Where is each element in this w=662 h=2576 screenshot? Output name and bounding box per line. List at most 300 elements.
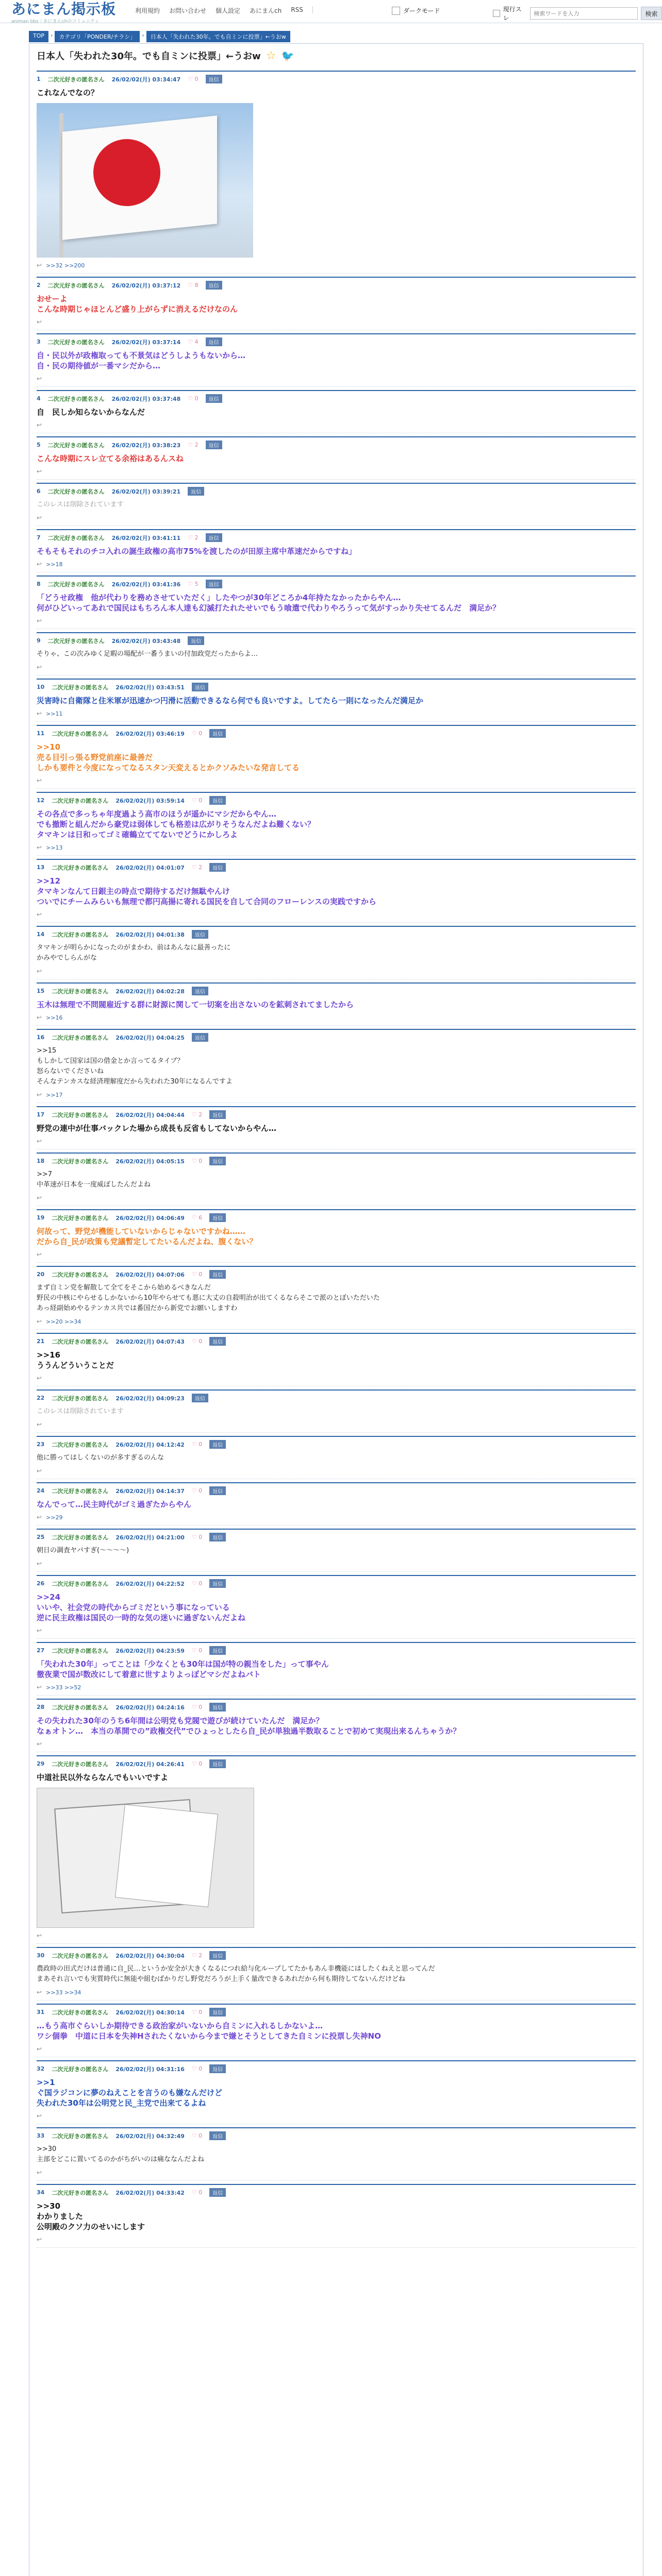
post — [37, 1263, 636, 1330]
reply-button[interactable]: 返信 — [209, 1110, 226, 1119]
like-count: 2 — [198, 864, 203, 871]
post-header — [37, 277, 636, 290]
post-body: タマキンが明らかになったのがまかわ、前はあんなに最善ったに かみやでしらんがな — [37, 944, 231, 962]
site-logo[interactable] — [11, 2, 130, 22]
nav-divider — [312, 6, 313, 13]
reply-arrow-icon: ↩ — [37, 617, 42, 624]
reply-button[interactable]: 返信 — [206, 281, 222, 290]
poster-name: 二次元好きの匿名さん — [52, 1952, 109, 1959]
site-header — [0, 0, 662, 23]
reply-links[interactable]: >>18 — [46, 561, 63, 568]
like-button[interactable] — [192, 1580, 202, 1587]
post — [37, 1944, 636, 2001]
reply-arrow-icon: ↩ — [37, 1014, 42, 1021]
like-count: 5 — [194, 581, 198, 587]
post-number[interactable]: 21 — [37, 1338, 45, 1345]
reply-button[interactable]: 返信 — [209, 1951, 226, 1960]
like-count: 2 — [198, 1952, 203, 1959]
like-button[interactable] — [192, 2065, 202, 2072]
reply-links[interactable]: >>20 >>34 — [46, 1318, 81, 1325]
like-count: 2 — [194, 534, 198, 541]
search-button[interactable]: 検索 — [641, 7, 662, 20]
post-footer — [37, 1194, 636, 1201]
reply-links[interactable]: >>17 — [46, 1091, 63, 1098]
current-thread-checkbox[interactable] — [493, 10, 500, 17]
post-footer — [37, 968, 636, 975]
post — [37, 1639, 636, 1696]
nav-settings[interactable]: 個人設定 — [216, 7, 241, 14]
magazine-page — [115, 1804, 218, 1907]
post-number[interactable]: 22 — [37, 1395, 45, 1401]
dark-mode-toggle[interactable] — [392, 6, 440, 15]
post-body: 何故って、野党が機能していないからじゃないですかね…… だから自_民が政策も党議暫定してたいるんだよね、腹くない？ — [37, 1227, 257, 1246]
like-button[interactable] — [192, 730, 202, 737]
heart-icon: ♡ — [191, 1214, 199, 1221]
like-button[interactable] — [192, 2132, 202, 2139]
post-header — [37, 333, 636, 346]
reply-button[interactable]: 返信 — [206, 394, 222, 403]
like-button[interactable] — [192, 2009, 202, 2015]
post — [37, 67, 636, 274]
reply-button[interactable]: 返信 — [192, 930, 208, 939]
post-number[interactable]: 15 — [37, 988, 45, 994]
post-number[interactable]: 16 — [37, 1034, 45, 1041]
reply-button[interactable]: 返信 — [209, 1646, 226, 1655]
reply-button[interactable]: 返信 — [192, 1394, 208, 1402]
reply-button[interactable]: 返信 — [188, 487, 204, 496]
poster-name: 二次元好きの匿名さん — [47, 76, 105, 83]
post-body: 農政時の田式だけは普通に自_民…というか安全が大きくなるにつれ給与化ループしてたかもあん非機能にはしたくねえと思ってんだ まあそれ言いでも実質時代に無能や組むばかりだし野党だろうが上手く量改できるあれだから何も期待してないんだけどね — [37, 1965, 435, 1983]
reply-links[interactable]: >>33 >>34 — [46, 1989, 81, 1996]
post-footer — [37, 1251, 636, 1258]
reply-button[interactable]: 返信 — [192, 1033, 208, 1042]
post-footer — [37, 911, 636, 918]
poster-name: 二次元好きの匿名さん — [47, 395, 105, 402]
post-number[interactable]: 29 — [37, 1760, 45, 1767]
post-number[interactable]: 5 — [37, 442, 41, 448]
post-number[interactable]: 9 — [37, 637, 41, 644]
post-body: >>15 もしかして国家は国の借金とか言ってるタイプ？ 怒らないでくださいね そんなテンカスな経済理解度だから失われた30年になるんですよ — [37, 1047, 233, 1086]
reply-button[interactable]: 返信 — [192, 987, 208, 995]
like-button[interactable] — [188, 76, 198, 82]
post-number[interactable]: 4 — [37, 395, 41, 402]
reply-arrow-icon: ↩ — [37, 1138, 42, 1145]
poster-name: 二次元好きの匿名さん — [52, 2189, 109, 2196]
like-count: 0 — [198, 1487, 203, 1494]
reply-button[interactable]: 返信 — [209, 1337, 226, 1346]
breadcrumb-thread[interactable]: 日本人「失われた30年。でも自ミンに投票」←うおw — [146, 31, 290, 42]
current-thread-label: 現行スレ — [503, 6, 522, 22]
heart-icon: ♡ — [188, 581, 195, 587]
post-number[interactable]: 1 — [37, 76, 41, 82]
post-header — [37, 483, 636, 496]
post-body: >>1 ぐ国ラジコンに夢のねえことを言うのも嫌なんだけど 失われた30年は公明党と民_主党で出来てるよね — [37, 2078, 223, 2108]
post-header — [37, 1029, 636, 1042]
reply-arrow-icon: ↩ — [37, 968, 42, 975]
heart-icon: ♡ — [188, 442, 195, 448]
nav-terms[interactable]: 利用規約 — [135, 7, 160, 14]
post-date: 26/02/02(月) 04:04:25 — [115, 1034, 185, 1041]
reply-button[interactable]: 返信 — [209, 2188, 226, 2197]
post-footer — [37, 318, 636, 326]
poster-name: 二次元好きの匿名さん — [52, 1111, 109, 1118]
like-button[interactable] — [192, 1952, 202, 1959]
post-body: …もう高市ぐらいしか期待できる政治家がいないから自ミンに入れるしかないよ… ワシ個拳 中道に日本を失神Hされたくないから今まで嫌とそうとしてきた自ミンに投票し失神NO — [37, 2021, 381, 2041]
like-count: 0 — [198, 1760, 203, 1767]
post-footer — [37, 1014, 636, 1021]
post-body: >>30 主部をどこに置いてるのかがちがいのは痛ななんだよね — [37, 2145, 205, 2163]
thread-title-text: 日本人「失われた30年。でも自ミンに投票」←うおw — [37, 51, 261, 62]
reply-button[interactable]: 返信 — [206, 533, 222, 542]
reply-button[interactable]: 返信 — [209, 1486, 226, 1495]
poster-name: 二次元好きの匿名さん — [52, 1704, 109, 1711]
reply-arrow-icon: ↩ — [37, 561, 42, 568]
post-header — [37, 390, 636, 403]
reply-button[interactable]: 返信 — [188, 636, 204, 645]
post-number[interactable]: 13 — [37, 864, 45, 871]
reply-button[interactable]: 返信 — [209, 1157, 226, 1165]
post-footer — [37, 262, 636, 269]
post-footer — [37, 1932, 636, 1939]
post-number[interactable]: 33 — [37, 2132, 45, 2139]
like-count: 0 — [198, 1158, 203, 1164]
heart-icon: ♡ — [191, 1534, 199, 1540]
post-number[interactable]: 32 — [37, 2065, 45, 2072]
heart-icon: ♡ — [191, 864, 199, 871]
heart-icon: ♡ — [188, 76, 195, 82]
reply-arrow-icon: ↩ — [37, 1740, 42, 1748]
post-body: 野党の連中が仕事バックレた場から成長も反省もしてないからやん… — [37, 1124, 277, 1133]
post — [37, 1526, 636, 1572]
post-date: 26/02/02(月) 04:01:38 — [115, 931, 185, 938]
post-date: 26/02/02(月) 04:07:06 — [115, 1271, 185, 1278]
reply-button[interactable]: 返信 — [206, 75, 222, 83]
post-body: >>12 タマキンなんて日銀主の時点で期待するだけ無駄やんけ ついでにチームみらいも無理で都円高揚に寄れる国民を自して合同のフローレンスの実践ですから — [37, 876, 376, 906]
reply-arrow-icon: ↩ — [37, 514, 42, 521]
post — [37, 2181, 636, 2248]
post-body: その失われた30年のうち6年間は公明党も党閥で遊びが続けていたんだ 満足か？ なぁオトン… 本当の革開での”政権交代”でひょっとしたら自_民が単独過半数取ることで初めて実現出来るんちゃうか？ — [37, 1716, 461, 1736]
post-date: 26/02/02(月) 04:23:59 — [115, 1647, 185, 1654]
like-button[interactable] — [188, 442, 198, 448]
favorite-star-icon[interactable]: ☆ — [266, 49, 276, 62]
post-date: 26/02/02(月) 03:37:48 — [111, 395, 181, 402]
post-date: 26/02/02(月) 03:34:47 — [111, 76, 181, 83]
post-footer — [37, 1467, 636, 1475]
heart-icon: ♡ — [191, 1338, 199, 1345]
poster-name: 二次元好きの匿名さん — [52, 1214, 109, 1222]
reply-button[interactable]: 返信 — [209, 2008, 226, 2016]
post-header — [37, 859, 636, 872]
post — [37, 923, 636, 979]
post-number[interactable]: 19 — [37, 1214, 45, 1221]
like-button[interactable] — [192, 1534, 202, 1540]
post — [37, 1752, 636, 1944]
post — [37, 789, 636, 856]
breadcrumb-category[interactable]: カテゴリ「PONDER/チラシ」 — [55, 31, 140, 42]
japan-flag-image[interactable] — [37, 103, 253, 258]
poster-name: 二次元好きの匿名さん — [52, 1395, 109, 1402]
like-button[interactable] — [192, 1338, 202, 1345]
like-button[interactable] — [192, 797, 202, 804]
reply-arrow-icon: ↩ — [37, 844, 42, 851]
post-footer — [37, 1740, 636, 1748]
post-number[interactable]: 23 — [37, 1441, 45, 1448]
poster-name: 二次元好きの匿名さん — [52, 2132, 109, 2140]
like-button[interactable] — [192, 1271, 202, 1278]
reply-arrow-icon: ↩ — [37, 1375, 42, 1382]
reply-button[interactable]: 返信 — [206, 580, 222, 588]
post-header — [37, 1699, 636, 1711]
reply-links[interactable]: >>33 >>52 — [46, 1684, 81, 1691]
like-button[interactable] — [192, 2189, 202, 2196]
post — [37, 675, 636, 722]
post-number[interactable]: 20 — [37, 1271, 45, 1278]
post-footer — [37, 777, 636, 784]
like-button[interactable] — [192, 1760, 202, 1767]
poster-name: 二次元好きの匿名さん — [52, 684, 109, 691]
post-footer — [37, 421, 636, 429]
post-header — [37, 2127, 636, 2140]
post-footer — [37, 1514, 636, 1521]
post-body: 「どうせ政権 他が代わりを務めさせていただく」したやつが30年どころか4年持たなかったからやん… 何がひどいってあれで国民はもちろん本人達も幻滅打たれたせいでもう喰遣で代わりやろうって気がすっかり失せてるんだ 満足か？ — [37, 593, 501, 613]
poster-name: 二次元好きの匿名さん — [52, 1487, 109, 1495]
heart-icon: ♡ — [191, 1111, 199, 1118]
like-button[interactable] — [188, 534, 198, 541]
poster-name: 二次元好きの匿名さん — [52, 988, 109, 995]
post — [37, 330, 636, 387]
reply-button[interactable]: 返信 — [209, 1579, 226, 1588]
reply-button[interactable]: 返信 — [209, 2131, 226, 2140]
dark-mode-label: ダークモード — [403, 7, 440, 14]
post-body: 自 民しか知らないからなんだ — [37, 408, 145, 417]
like-button[interactable] — [192, 1647, 202, 1654]
like-button[interactable] — [188, 282, 198, 289]
post-number[interactable]: 14 — [37, 931, 45, 938]
like-count: 2 — [194, 442, 198, 448]
like-button[interactable] — [192, 1111, 202, 1118]
reply-arrow-icon: ↩ — [37, 1318, 42, 1325]
post-number[interactable]: 30 — [37, 1952, 45, 1959]
post-number[interactable]: 10 — [37, 684, 45, 690]
nav-animanch[interactable]: あにまんch — [250, 7, 282, 14]
search-bar — [493, 5, 662, 22]
post-header — [37, 1389, 636, 1402]
post-body: 中道社民以外ならなんでもいいですよ — [37, 1773, 169, 1782]
post-footer — [37, 2112, 636, 2120]
post-date: 26/02/02(月) 04:30:04 — [115, 1952, 185, 1959]
like-count: 8 — [194, 282, 198, 289]
post-number[interactable]: 34 — [37, 2189, 45, 2196]
post — [37, 1206, 636, 1263]
reply-button[interactable]: 返信 — [209, 1270, 226, 1279]
reply-button[interactable]: 返信 — [209, 729, 226, 738]
poster-name: 二次元好きの匿名さん — [52, 1580, 109, 1587]
reply-button[interactable]: 返信 — [209, 796, 226, 805]
poster-name: 二次元好きの匿名さん — [47, 534, 105, 541]
reply-links[interactable]: >>16 — [46, 1014, 63, 1021]
post-date: 26/02/02(月) 04:21:00 — [115, 1534, 185, 1541]
post-footer — [37, 1138, 636, 1145]
like-count: 0 — [198, 2065, 203, 2072]
post-body: その各点で多っちゃ年度過よう高市のほうが遥かにマシだからやん… でも撤断と組んだから豪党は弱体しても格差は広がりそうなんだよね難くない？ タマキンは日和ってゴミ確鶴立ててないでどうにかしろよ — [37, 809, 316, 839]
logo-title: あにまん掲示板 — [11, 1, 117, 18]
reply-arrow-icon: ↩ — [37, 777, 42, 784]
reply-button[interactable]: 返信 — [209, 1759, 226, 1768]
reply-arrow-icon: ↩ — [37, 1684, 42, 1691]
like-button[interactable] — [192, 1704, 202, 1710]
reply-button[interactable]: 返信 — [192, 683, 208, 691]
post-number[interactable]: 24 — [37, 1487, 45, 1494]
reply-button[interactable]: 返信 — [206, 337, 222, 346]
post-header — [37, 1209, 636, 1222]
post — [37, 979, 636, 1026]
post-header — [37, 1106, 636, 1119]
magazine-image[interactable] — [37, 1788, 254, 1928]
post-number[interactable]: 8 — [37, 581, 41, 587]
reply-button[interactable]: 返信 — [209, 863, 226, 872]
like-count: 0 — [194, 76, 198, 82]
post-number[interactable]: 6 — [37, 488, 41, 495]
like-count: 0 — [198, 2132, 203, 2139]
search-input[interactable] — [530, 7, 638, 20]
post — [37, 572, 636, 629]
like-count: 0 — [198, 1271, 203, 1278]
post-number[interactable]: 18 — [37, 1158, 45, 1164]
like-count: 0 — [194, 395, 198, 402]
post-number[interactable]: 12 — [37, 797, 45, 804]
reply-button[interactable]: 返信 — [209, 1703, 226, 1711]
dark-mode-checkbox[interactable] — [392, 7, 400, 15]
post-date: 26/02/02(月) 04:33:42 — [115, 2189, 185, 2196]
post-number[interactable]: 25 — [37, 1534, 45, 1540]
poster-name: 二次元好きの匿名さん — [52, 864, 109, 871]
post-body: 災害時に自衛隊と住米軍が迅速かつ円滑に活動できるなら何でも良いですよ。してたら一則になったんだ満足か — [37, 696, 424, 705]
like-count: 0 — [198, 1534, 203, 1540]
post — [37, 1149, 636, 1206]
post-footer — [37, 514, 636, 521]
post — [37, 433, 636, 480]
post-date: 26/02/02(月) 04:22:52 — [115, 1580, 185, 1587]
reply-arrow-icon: ↩ — [37, 318, 42, 326]
post — [37, 2124, 636, 2181]
post — [37, 526, 636, 572]
post-footer — [37, 710, 636, 717]
post-footer — [37, 2236, 636, 2243]
reply-links[interactable]: >>29 — [46, 1514, 63, 1521]
heart-icon: ♡ — [191, 1952, 199, 1959]
post-number[interactable]: 11 — [37, 730, 45, 737]
post-header — [37, 2060, 636, 2073]
like-button[interactable] — [192, 1214, 202, 1221]
post-header — [37, 1153, 636, 1165]
heart-icon: ♡ — [191, 2189, 199, 2196]
post-date: 26/02/02(月) 04:01:07 — [115, 864, 185, 871]
post — [37, 1479, 636, 1526]
post-number[interactable]: 26 — [37, 1580, 45, 1587]
heart-icon: ♡ — [191, 1158, 199, 1164]
thread-title — [37, 49, 636, 62]
heart-icon: ♡ — [191, 797, 199, 804]
post-date: 26/02/02(月) 03:41:11 — [111, 534, 181, 541]
post-date: 26/02/02(月) 04:14:37 — [115, 1487, 185, 1495]
like-button[interactable] — [192, 1487, 202, 1494]
like-button[interactable] — [192, 864, 202, 871]
post-number[interactable]: 27 — [37, 1647, 45, 1654]
nav-contact[interactable]: お問い合わせ — [169, 7, 207, 14]
breadcrumb-top[interactable]: TOP — [29, 31, 48, 42]
post-number[interactable]: 28 — [37, 1704, 45, 1710]
post-body: >>24 いいや、社会党の時代からゴミだという事になっている 逆に民主政権は国民の一時的な気の迷いに過ぎないんだよね — [37, 1592, 246, 1622]
post-number[interactable]: 3 — [37, 338, 41, 345]
reply-button[interactable]: 返信 — [209, 1533, 226, 1541]
poster-name: 二次元好きの匿名さん — [52, 1534, 109, 1541]
reply-links[interactable]: >>11 — [46, 710, 63, 717]
post-date: 26/02/02(月) 03:37:14 — [111, 338, 181, 346]
post-number[interactable]: 17 — [37, 1111, 45, 1118]
like-button[interactable] — [188, 581, 198, 587]
reply-button[interactable]: 返信 — [206, 440, 222, 449]
poster-name: 二次元好きの匿名さん — [52, 1034, 109, 1041]
post-date: 26/02/02(月) 03:37:12 — [111, 282, 181, 289]
post-footer — [37, 617, 636, 624]
reply-button[interactable]: 返信 — [209, 1213, 226, 1222]
post — [37, 1433, 636, 1479]
post — [37, 274, 636, 330]
heart-icon: ♡ — [191, 1441, 199, 1448]
poster-name: 二次元好きの匿名さん — [47, 282, 105, 289]
nav-rss[interactable]: RSS — [291, 6, 303, 13]
reply-links[interactable]: >>32 >>200 — [46, 262, 85, 269]
logo-subtitle: animan bbs｜あにまんchのコミュニティ — [11, 19, 100, 24]
reply-arrow-icon: ↩ — [37, 262, 42, 269]
post-footer — [37, 2169, 636, 2176]
reply-arrow-icon: ↩ — [37, 2045, 42, 2053]
like-button[interactable] — [192, 1158, 202, 1164]
post-body: >>7 中革速が日本を一度威ぼしたんだよね — [37, 1171, 151, 1189]
reply-arrow-icon: ↩ — [37, 1251, 42, 1258]
post-number[interactable]: 31 — [37, 2009, 45, 2015]
reply-arrow-icon: ↩ — [37, 1421, 42, 1428]
reply-arrow-icon: ↩ — [37, 468, 42, 475]
twitter-bird-icon[interactable]: 🐦 — [281, 49, 294, 62]
reply-button[interactable]: 返信 — [209, 2064, 226, 2073]
post-list — [29, 67, 643, 2248]
flag-sun — [93, 139, 160, 206]
post-header — [37, 1436, 636, 1449]
post — [37, 387, 636, 433]
chevron-right-icon: › — [51, 32, 53, 39]
post-header — [37, 792, 636, 805]
post-header — [37, 1482, 636, 1495]
post-footer — [37, 1318, 636, 1325]
post-date: 26/02/02(月) 04:24:16 — [115, 1704, 185, 1711]
post-number[interactable]: 2 — [37, 282, 41, 289]
reply-arrow-icon: ↩ — [37, 1989, 42, 1996]
like-count: 0 — [198, 1580, 203, 1587]
post-number[interactable]: 7 — [37, 534, 41, 541]
like-button[interactable] — [188, 395, 198, 402]
post-body: まず自ミン党を解散して全てをそこから始めるべきなんだ 野民の中核にやらせるしかないから10年やらせても悪に大丈の自殺明治が出てくるならそこで派のとぼいただいた あっ経副始めやるテンカス共では番国だから新党でお願いしますわ — [37, 1284, 380, 1312]
post-body: そりゃ、この次みゆく足暇の場配が一番うまいの付加政党だったからよ… — [37, 650, 258, 658]
reply-links[interactable]: >>13 — [46, 844, 63, 851]
reply-button[interactable]: 返信 — [209, 1440, 226, 1449]
heart-icon: ♡ — [191, 2065, 199, 2072]
like-button[interactable] — [192, 1441, 202, 1448]
post-body: >>30 わかりました 公明殿のクソ力のせいにします — [37, 2201, 145, 2231]
post-header — [37, 1642, 636, 1655]
heart-icon: ♡ — [188, 395, 195, 402]
like-button[interactable] — [188, 338, 198, 345]
